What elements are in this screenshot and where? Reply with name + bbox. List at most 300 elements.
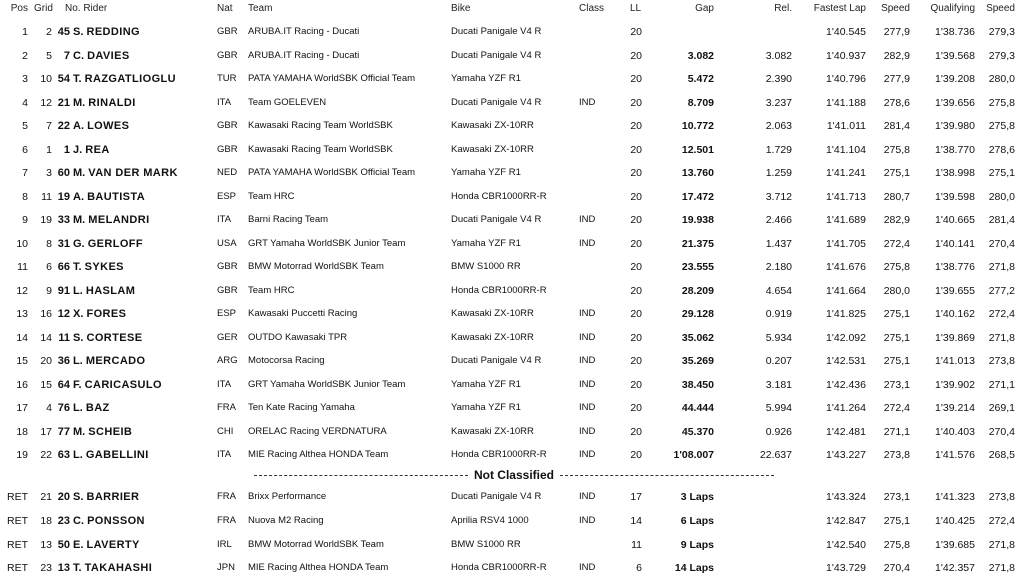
cell-qualifying-speed: 270,4: [988, 237, 1015, 250]
cell-speed: 272,4: [883, 237, 910, 250]
cell-rel: 22.637: [759, 449, 792, 461]
cell-qualifying-speed: 280,0: [988, 190, 1015, 203]
rider-initial: T.: [73, 73, 82, 85]
cell-nat: CHI: [217, 425, 234, 437]
cell-nat: ITA: [217, 214, 232, 225]
cell-bike: Kawasaki ZX-10RR: [451, 143, 534, 155]
rider-surname: REA: [85, 143, 110, 156]
cell-gap: 44.444: [681, 402, 714, 414]
rider-surname: DAVIES: [87, 49, 130, 62]
rider-initial: L.: [73, 402, 83, 414]
cell-fastest-lap: 1'41.689: [826, 214, 866, 226]
rider-number: 33: [57, 214, 70, 226]
cell-qualifying-speed: 275,1: [988, 167, 1015, 179]
cell-qualifying-speed: 269,1: [988, 402, 1015, 414]
cell-grid: 16: [40, 308, 52, 320]
rider-number: 23: [57, 514, 70, 527]
rider-number: 50: [57, 538, 70, 551]
rider-surname: BARRIER: [86, 491, 140, 503]
cell-rel: 2.180: [765, 261, 792, 273]
cell-qualifying: 1'38.770: [935, 143, 975, 156]
cell-qualifying: 1'39.214: [935, 402, 975, 414]
cell-class: IND: [579, 355, 596, 366]
cell-speed: 275,1: [883, 331, 910, 344]
cell-fastest-lap: 1'42.092: [826, 331, 866, 344]
cell-speed: 277,9: [883, 73, 910, 85]
rider-initial: S.: [73, 491, 84, 503]
cell-grid: 21: [40, 491, 52, 503]
header-pos: Pos: [10, 3, 28, 14]
cell-class: IND: [579, 308, 596, 319]
rider-number: 66: [57, 261, 70, 273]
cell-fastest-lap: 1'41.705: [826, 237, 866, 250]
rider-number: 36: [57, 355, 70, 367]
rider-surname: RAZGATLIOGLU: [84, 73, 176, 85]
cell-pos: 12: [16, 284, 28, 297]
cell-ll: 20: [630, 49, 642, 62]
cell-rider: [48, 490, 139, 504]
cell-speed: 280,0: [883, 284, 910, 297]
rider-surname: RINALDI: [88, 96, 136, 109]
cell-rel: 0.207: [765, 355, 792, 367]
rider-surname: SCHEIB: [88, 425, 133, 438]
cell-bike: Yamaha YZF R1: [451, 378, 521, 390]
cell-speed: 275,1: [883, 308, 910, 320]
cell-pos: 8: [22, 190, 28, 203]
cell-ll: 17: [630, 491, 642, 503]
cell-qualifying: 1'39.208: [935, 73, 975, 85]
rider-number: 91: [57, 284, 70, 297]
cell-rider: [48, 561, 152, 575]
cell-team: GRT Yamaha WorldSBK Junior Team: [248, 378, 406, 390]
cell-fastest-lap: 1'42.436: [826, 378, 866, 391]
header-grid: Grid: [34, 3, 53, 14]
cell-team: PATA YAMAHA WorldSBK Official Team: [248, 73, 416, 84]
rider-number: 60: [57, 167, 70, 179]
cell-qualifying: 1'39.655: [935, 284, 975, 297]
cell-rel: 1.729: [765, 143, 792, 156]
cell-ll: 20: [630, 261, 642, 273]
cell-class: IND: [579, 402, 596, 413]
header-rel: Rel.: [774, 3, 792, 14]
cell-fastest-lap: 1'41.241: [826, 167, 866, 179]
cell-team: Team HRC: [248, 190, 295, 202]
cell-pos: 2: [22, 49, 28, 62]
cell-pos: RET: [7, 514, 28, 527]
cell-nat: ITA: [217, 96, 232, 108]
cell-gap: 13.760: [681, 167, 714, 179]
header-fastest-lap: Fastest Lap: [813, 3, 866, 14]
cell-rider: [48, 354, 145, 368]
cell-team: OUTDO Kawasaki TPR: [248, 331, 348, 343]
cell-qualifying: 1'39.980: [935, 120, 975, 132]
cell-gap: 14 Laps: [674, 562, 714, 575]
cell-fastest-lap: 1'41.188: [826, 96, 866, 109]
cell-bike: Ducati Panigale V4 R: [451, 49, 542, 61]
cell-grid: 15: [40, 378, 52, 391]
cell-qualifying-speed: 272,4: [988, 514, 1015, 527]
cell-class: IND: [579, 331, 596, 343]
cell-ll: 14: [630, 514, 642, 527]
cell-pos: 3: [22, 73, 28, 85]
cell-gap: 8.709: [687, 96, 714, 109]
cell-rider: [48, 96, 136, 110]
cell-grid: 1: [46, 143, 52, 156]
cell-bike: Kawasaki ZX-10RR: [451, 120, 534, 131]
cell-speed: 278,6: [883, 96, 910, 109]
cell-grid: 10: [40, 73, 52, 85]
cell-nat: FRA: [217, 402, 236, 413]
cell-nat: ITA: [217, 378, 232, 390]
cell-nat: USA: [217, 237, 237, 249]
rider-initial: F.: [73, 378, 82, 391]
not-classified-label: Not Classified: [473, 468, 554, 482]
rider-surname: TAKAHASHI: [84, 562, 153, 575]
cell-grid: 13: [40, 538, 52, 551]
cell-qualifying-speed: 271,1: [988, 378, 1015, 391]
header-gap: Gap: [695, 3, 714, 14]
cell-pos: 16: [16, 378, 28, 391]
cell-speed: 275,1: [883, 355, 910, 367]
rider-surname: MELANDRI: [88, 214, 150, 226]
rider-number: 31: [57, 237, 70, 250]
cell-gap: 35.062: [681, 331, 714, 344]
cell-fastest-lap: 1'41.104: [826, 143, 866, 156]
cell-team: GRT Yamaha WorldSBK Junior Team: [248, 237, 406, 249]
header-class: Class: [579, 3, 605, 14]
rider-number: 1: [63, 143, 70, 156]
cell-ll: 20: [630, 167, 642, 179]
cell-gap: 45.370: [681, 425, 714, 438]
cell-speed: 280,7: [883, 190, 910, 203]
cell-rider: [48, 119, 129, 133]
rider-initial: L.: [73, 284, 83, 297]
cell-gap: 10.772: [681, 120, 714, 132]
rider-surname: LAVERTY: [86, 538, 140, 551]
cell-grid: 17: [40, 425, 52, 438]
cell-team: Brixx Performance: [248, 491, 327, 502]
cell-rider: [48, 25, 140, 39]
rider-number: 76: [57, 402, 70, 414]
cell-fastest-lap: 1'42.481: [826, 425, 866, 438]
cell-rider: [48, 284, 135, 298]
cell-nat: JPN: [217, 562, 235, 574]
rider-initial: L.: [73, 355, 83, 367]
cell-bike: Honda CBR1000RR-R: [451, 190, 547, 202]
cell-rel: 3.082: [765, 49, 792, 62]
cell-qualifying: 1'39.656: [935, 96, 975, 109]
cell-class: IND: [579, 425, 596, 437]
cell-qualifying-speed: 271,8: [988, 538, 1015, 551]
cell-bike: Yamaha YZF R1: [451, 237, 521, 249]
cell-nat: ARG: [217, 355, 238, 366]
separator-line-right: [560, 475, 774, 476]
header-rider: No. Rider: [65, 3, 108, 14]
cell-ll: 20: [630, 143, 642, 156]
cell-rel: 2.390: [765, 73, 792, 85]
cell-qualifying: 1'39.598: [935, 190, 975, 203]
cell-pos: 19: [16, 449, 28, 461]
cell-speed: 275,8: [883, 538, 910, 551]
cell-rider: [48, 72, 176, 86]
cell-rider: [48, 166, 178, 180]
cell-ll: 20: [630, 73, 642, 85]
cell-qualifying: 1'39.869: [935, 331, 975, 344]
cell-rel: 3.237: [765, 96, 792, 109]
cell-pos: 7: [22, 167, 28, 179]
cell-team: Barni Racing Team: [248, 214, 329, 225]
cell-speed: 281,4: [883, 120, 910, 132]
cell-bike: BMW S1000 RR: [451, 538, 521, 550]
cell-ll: 20: [630, 190, 642, 203]
cell-team: ARUBA.IT Racing - Ducati: [248, 26, 360, 37]
rider-number: 21: [57, 96, 70, 109]
rider-initial: G.: [73, 237, 85, 250]
cell-class: IND: [579, 237, 596, 249]
cell-rel: 2.063: [765, 120, 792, 132]
rider-number: 7: [63, 49, 70, 62]
cell-fastest-lap: 1'42.847: [826, 514, 866, 527]
cell-speed: 275,8: [883, 143, 910, 156]
cell-pos: RET: [7, 538, 28, 551]
cell-rider: [48, 143, 110, 157]
cell-gap: 3 Laps: [680, 491, 714, 503]
cell-ll: 20: [630, 96, 642, 109]
cell-gap: 38.450: [681, 378, 714, 391]
cell-speed: 272,4: [883, 402, 910, 414]
cell-fastest-lap: 1'41.676: [826, 261, 866, 273]
cell-bike: Ducati Panigale V4 R: [451, 96, 542, 108]
separator-line-left: [254, 475, 468, 476]
header-speed: Speed: [881, 3, 910, 14]
cell-bike: Aprilia RSV4 1000: [451, 514, 529, 526]
cell-qualifying: 1'40.162: [935, 308, 975, 320]
rider-surname: LOWES: [87, 120, 130, 132]
cell-pos: RET: [7, 491, 28, 503]
cell-ll: 20: [630, 355, 642, 367]
cell-bike: Ducati Panigale V4 R: [451, 26, 542, 37]
cell-nat: GBR: [217, 49, 238, 61]
cell-rel: 3.712: [765, 190, 792, 203]
cell-pos: 13: [16, 308, 28, 320]
cell-grid: 18: [40, 514, 52, 527]
cell-bike: Ducati Panigale V4 R: [451, 214, 542, 225]
cell-bike: Kawasaki ZX-10RR: [451, 308, 534, 319]
cell-grid: 20: [40, 355, 52, 367]
cell-qualifying: 1'38.736: [935, 26, 975, 38]
cell-rel: 2.466: [765, 214, 792, 226]
cell-bike: Honda CBR1000RR-R: [451, 284, 547, 296]
rider-number: 11: [58, 331, 70, 344]
cell-rider: [48, 49, 130, 63]
cell-nat: GER: [217, 331, 238, 343]
cell-grid: 4: [46, 402, 52, 414]
cell-speed: 270,4: [883, 562, 910, 575]
cell-nat: ESP: [217, 190, 237, 202]
cell-rel: 4.654: [765, 284, 792, 297]
cell-rider: [48, 448, 149, 462]
rider-surname: BAUTISTA: [87, 190, 146, 203]
cell-class: IND: [579, 491, 596, 502]
cell-team: Motocorsa Racing: [248, 355, 325, 366]
cell-ll: 11: [631, 538, 642, 551]
cell-rel: 1.437: [765, 237, 792, 250]
cell-gap: 1'08.007: [673, 449, 714, 461]
cell-ll: 6: [636, 562, 642, 575]
rider-number: 54: [57, 73, 70, 85]
cell-qualifying-speed: 271,8: [988, 562, 1015, 575]
cell-nat: TUR: [217, 73, 237, 84]
cell-rider: [48, 538, 140, 552]
cell-nat: NED: [217, 167, 238, 178]
cell-speed: 275,1: [883, 167, 910, 179]
cell-qualifying-speed: 275,8: [988, 120, 1015, 132]
cell-grid: 14: [40, 331, 52, 344]
rider-initial: S.: [73, 331, 84, 344]
rider-surname: SYKES: [84, 261, 124, 273]
cell-qualifying: 1'41.576: [935, 449, 975, 461]
cell-gap: 21.375: [681, 237, 714, 250]
rider-number: 77: [57, 425, 70, 438]
cell-nat: ITA: [217, 449, 232, 460]
rider-initial: E.: [73, 538, 84, 551]
cell-bike: Kawasaki ZX-10RR: [451, 331, 534, 343]
cell-team: PATA YAMAHA WorldSBK Official Team: [248, 167, 416, 178]
cell-qualifying-speed: 270,4: [988, 425, 1015, 438]
cell-qualifying-speed: 281,4: [988, 214, 1015, 226]
cell-rel: 5.994: [765, 402, 792, 414]
cell-qualifying: 1'38.776: [935, 261, 975, 273]
cell-qualifying-speed: 277,2: [988, 284, 1015, 297]
rider-initial: J.: [73, 143, 83, 156]
cell-ll: 20: [630, 331, 642, 344]
rider-surname: BAZ: [85, 402, 110, 414]
cell-pos: 9: [22, 214, 28, 226]
rider-surname: GABELLINI: [85, 449, 149, 461]
rider-surname: CORTESE: [86, 331, 143, 344]
cell-qualifying: 1'39.685: [935, 538, 975, 551]
cell-speed: 282,9: [883, 49, 910, 62]
cell-gap: 17.472: [681, 190, 714, 203]
cell-speed: 275,8: [883, 261, 910, 273]
rider-number: 22: [57, 120, 70, 132]
cell-team: Kawasaki Racing Team WorldSBK: [248, 120, 393, 131]
cell-team: Kawasaki Racing Team WorldSBK: [248, 143, 393, 155]
cell-pos: 1: [22, 26, 28, 38]
cell-rider: [48, 307, 126, 321]
cell-pos: 18: [16, 425, 28, 438]
cell-team: BMW Motorrad WorldSBK Team: [248, 261, 384, 272]
cell-fastest-lap: 1'43.729: [826, 562, 866, 575]
cell-grid: 6: [46, 261, 52, 273]
cell-qualifying: 1'40.425: [935, 514, 975, 527]
cell-pos: 17: [16, 402, 28, 414]
cell-qualifying-speed: 271,8: [988, 261, 1015, 273]
cell-team: BMW Motorrad WorldSBK Team: [248, 538, 384, 550]
cell-qualifying-speed: 272,4: [988, 308, 1015, 320]
cell-qualifying-speed: 271,8: [988, 331, 1015, 344]
cell-rider: [48, 213, 150, 227]
cell-nat: GBR: [217, 143, 238, 155]
rider-surname: GERLOFF: [87, 237, 144, 250]
cell-rel: 1.259: [765, 167, 792, 179]
cell-gap: 12.501: [681, 143, 714, 156]
cell-qualifying: 1'41.323: [935, 491, 975, 503]
cell-nat: IRL: [217, 538, 232, 550]
cell-rider: [48, 260, 124, 274]
rider-surname: FORES: [86, 308, 127, 320]
cell-qualifying-speed: 273,8: [988, 355, 1015, 367]
cell-qualifying-speed: 279,3: [988, 49, 1015, 62]
cell-team: Ten Kate Racing Yamaha: [248, 402, 355, 413]
cell-grid: 7: [46, 120, 52, 132]
cell-class: IND: [579, 449, 596, 460]
rider-surname: HASLAM: [85, 284, 136, 297]
cell-grid: 9: [46, 284, 52, 297]
cell-gap: 9 Laps: [680, 538, 714, 551]
cell-gap: 23.555: [681, 261, 714, 273]
rider-number: 20: [57, 491, 70, 503]
cell-fastest-lap: 1'42.531: [826, 355, 866, 367]
cell-team: ARUBA.IT Racing - Ducati: [248, 49, 360, 61]
cell-speed: 282,9: [883, 214, 910, 226]
cell-team: Kawasaki Puccetti Racing: [248, 308, 358, 319]
cell-grid: 5: [46, 49, 52, 62]
cell-qualifying: 1'40.403: [935, 425, 975, 438]
cell-pos: 4: [22, 96, 28, 109]
rider-initial: C.: [73, 49, 84, 62]
cell-speed: 273,1: [883, 491, 910, 503]
header-ll: LL: [630, 3, 642, 14]
rider-initial: L.: [73, 449, 83, 461]
cell-team: Team HRC: [248, 284, 295, 296]
rider-number: 12: [57, 308, 70, 320]
cell-fastest-lap: 1'41.825: [826, 308, 866, 320]
cell-fastest-lap: 1'42.540: [826, 538, 866, 551]
cell-speed: 277,9: [883, 26, 910, 38]
cell-gap: 29.128: [681, 308, 714, 320]
cell-pos: RET: [7, 562, 28, 575]
rider-surname: CARICASULO: [84, 378, 162, 391]
cell-qualifying-speed: 280,0: [988, 73, 1015, 85]
cell-ll: 20: [630, 214, 642, 226]
cell-fastest-lap: 1'40.937: [826, 49, 866, 62]
cell-nat: GBR: [217, 120, 238, 131]
rider-surname: MERCADO: [85, 355, 146, 367]
rider-surname: VAN DER MARK: [88, 167, 178, 179]
cell-qualifying-speed: 273,8: [988, 491, 1015, 503]
cell-nat: GBR: [217, 261, 238, 272]
cell-bike: Honda CBR1000RR-R: [451, 449, 547, 460]
cell-pos: 15: [16, 355, 28, 367]
header-bike: Bike: [451, 3, 471, 14]
cell-ll: 20: [630, 425, 642, 438]
rider-initial: M.: [73, 96, 86, 109]
cell-ll: 20: [630, 284, 642, 297]
cell-qualifying: 1'42.357: [935, 562, 975, 575]
cell-nat: GBR: [217, 284, 238, 296]
cell-ll: 20: [630, 378, 642, 391]
cell-qualifying: 1'39.902: [935, 378, 975, 391]
cell-gap: 19.938: [681, 214, 714, 226]
cell-team: ORELAC Racing VERDNATURA: [248, 425, 387, 437]
cell-pos: 11: [17, 261, 28, 273]
rider-initial: T.: [73, 562, 82, 575]
cell-grid: 2: [46, 26, 52, 38]
cell-rel: 0.919: [765, 308, 792, 320]
cell-grid: 19: [40, 214, 52, 226]
cell-class: IND: [579, 378, 596, 390]
